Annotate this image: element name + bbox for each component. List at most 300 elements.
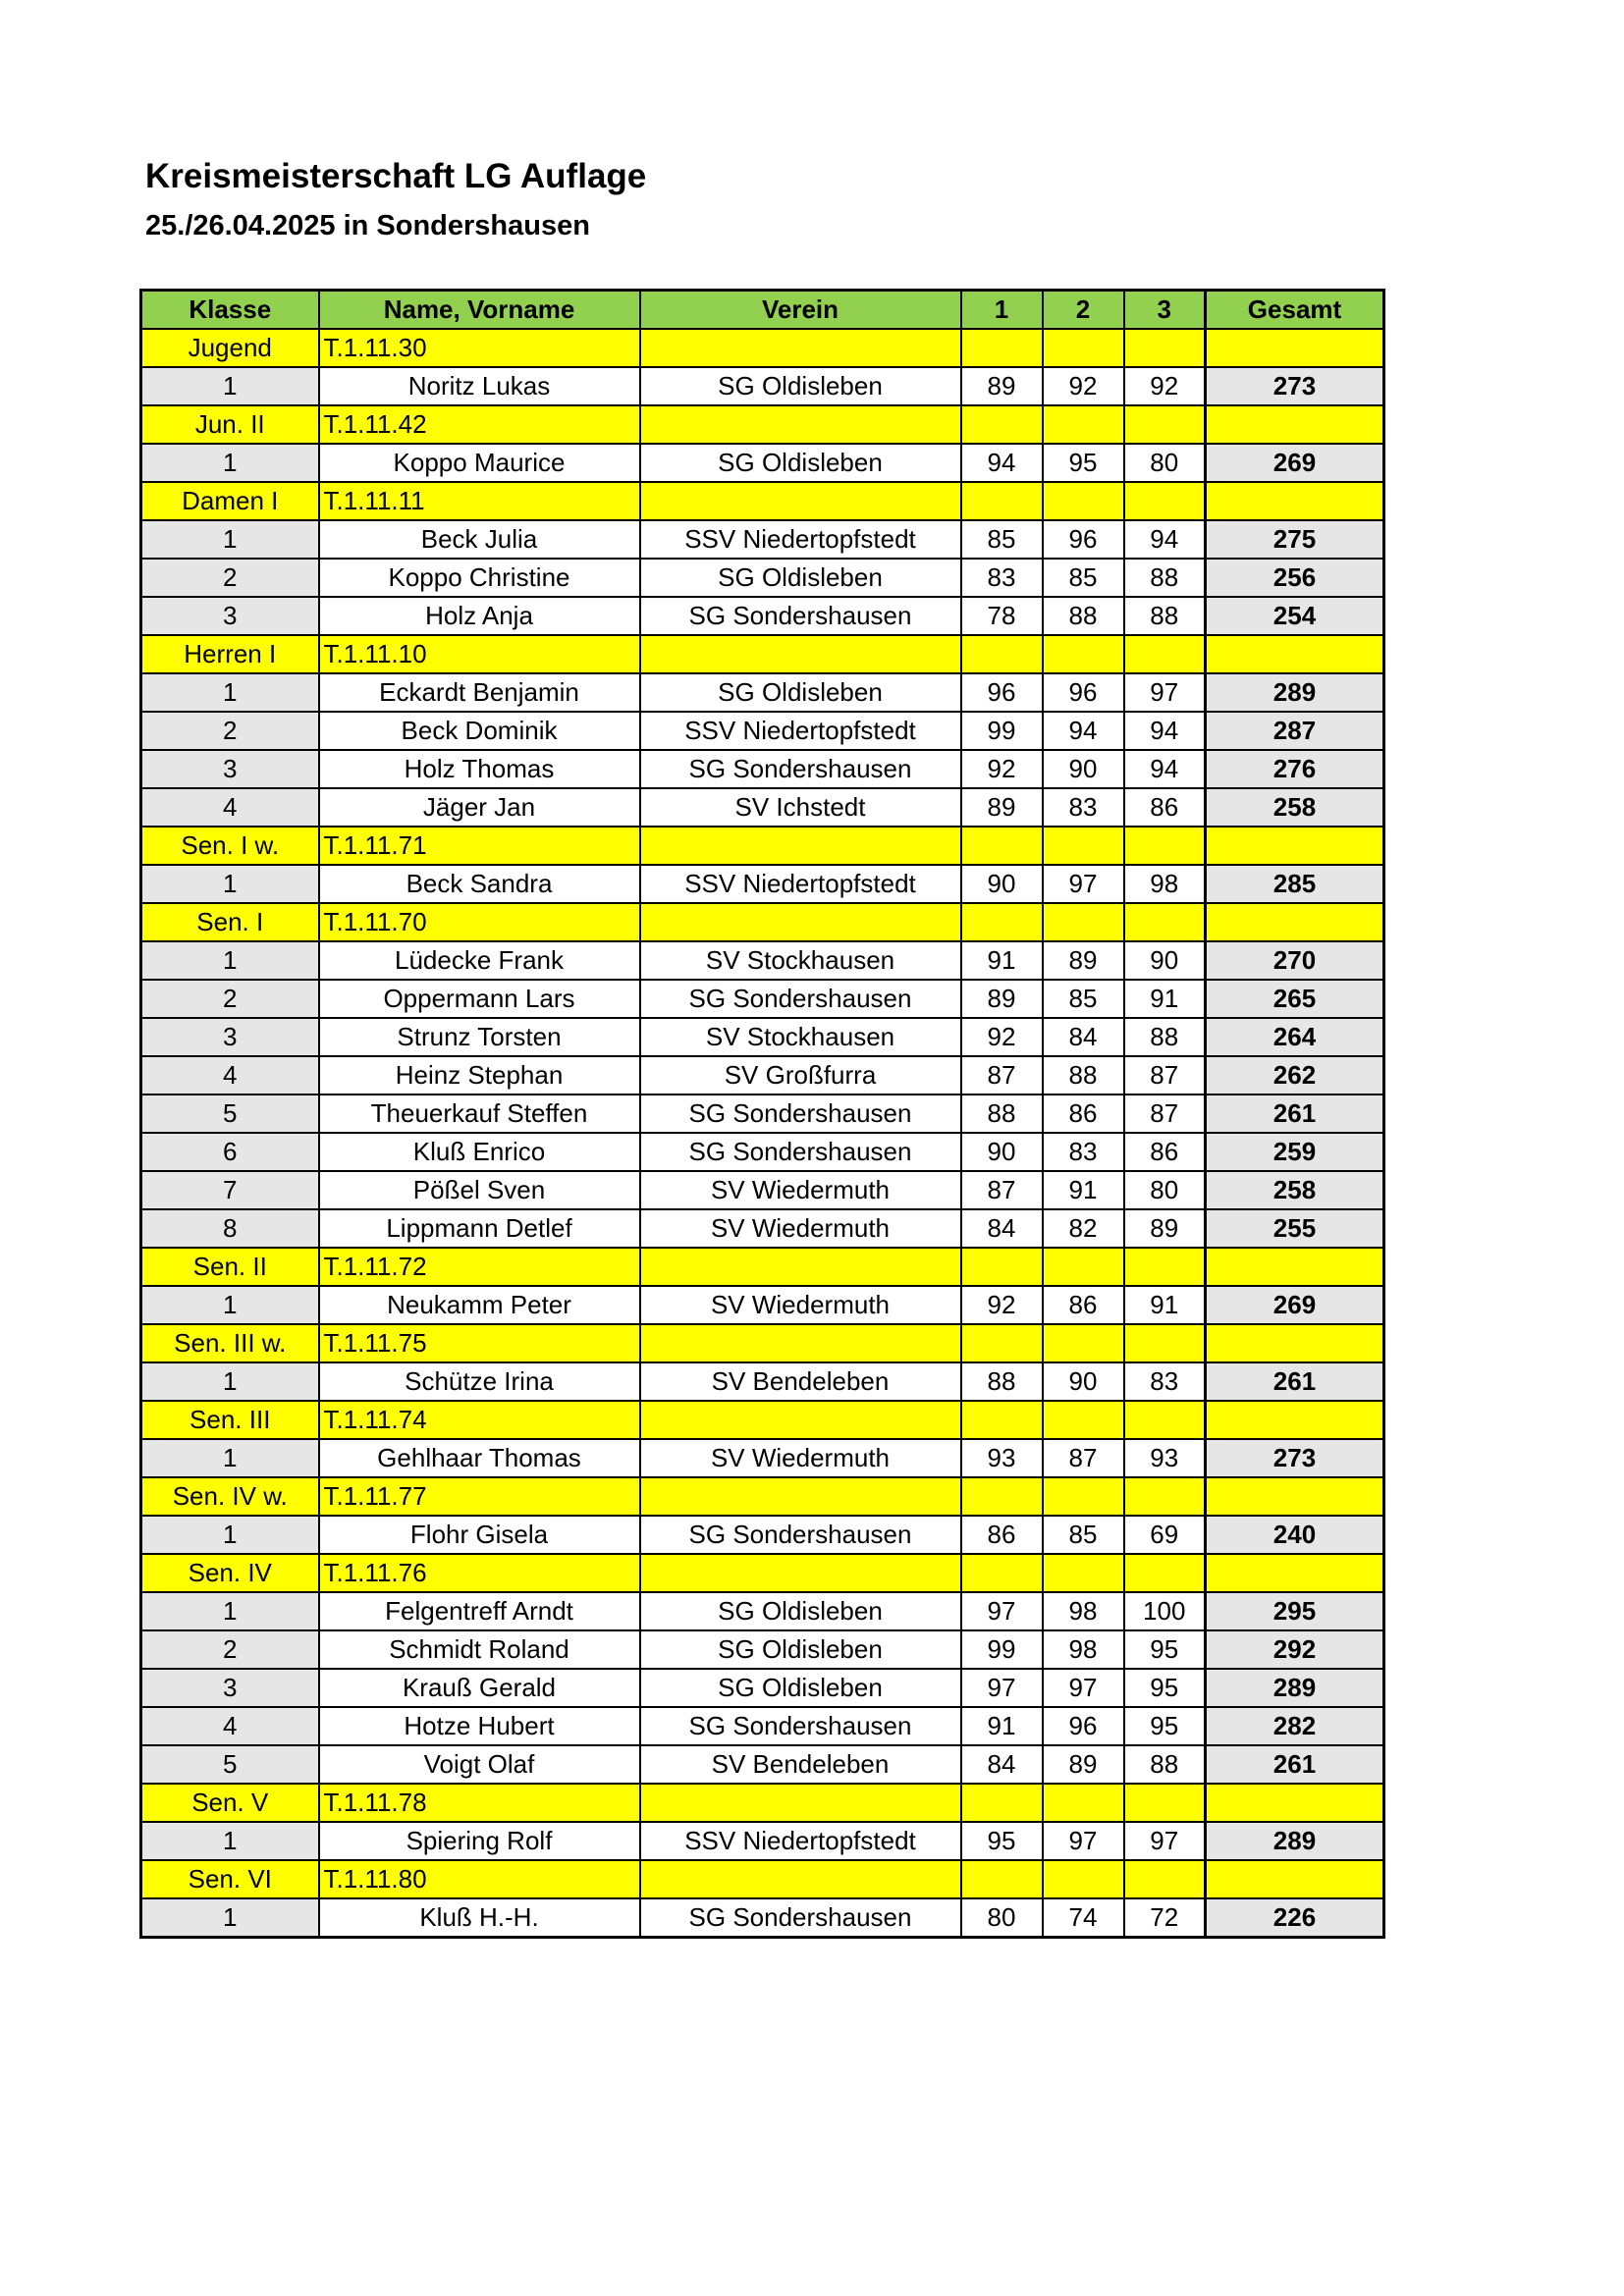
series-1-cell: 88 xyxy=(961,1362,1043,1401)
group-code: T.1.11.10 xyxy=(319,635,640,673)
table-row xyxy=(141,941,1384,980)
total-cell: 289 xyxy=(1206,1822,1384,1860)
name-cell: Kluß Enrico xyxy=(319,1133,640,1171)
col-header-series-2: 2 xyxy=(1043,291,1124,330)
series-2-cell: 91 xyxy=(1043,1171,1124,1209)
verein-cell: SG Sondershausen xyxy=(640,750,961,788)
name-cell: Holz Anja xyxy=(319,597,640,635)
group-code: T.1.11.70 xyxy=(319,903,640,941)
col-header-name: Name, Vorname xyxy=(319,291,640,330)
name-cell: Holz Thomas xyxy=(319,750,640,788)
table-row xyxy=(141,673,1384,712)
verein-cell: SV Ichstedt xyxy=(640,788,961,827)
series-2-cell: 90 xyxy=(1043,750,1124,788)
series-1-cell: 80 xyxy=(961,1898,1043,1938)
group-empty-cell xyxy=(1124,1784,1206,1822)
col-header-verein: Verein xyxy=(640,291,961,330)
group-row xyxy=(141,1477,1384,1516)
place-cell: 8 xyxy=(141,1209,319,1248)
group-empty-cell xyxy=(961,405,1043,444)
group-empty-cell xyxy=(640,1554,961,1592)
series-1-cell: 91 xyxy=(961,941,1043,980)
series-2-cell: 74 xyxy=(1043,1898,1124,1938)
total-cell: 265 xyxy=(1206,980,1384,1018)
group-empty-cell xyxy=(961,482,1043,520)
group-empty-cell xyxy=(1124,1248,1206,1286)
table-row xyxy=(141,1209,1384,1248)
group-row xyxy=(141,482,1384,520)
series-1-cell: 89 xyxy=(961,980,1043,1018)
col-header-series-3: 3 xyxy=(1124,291,1206,330)
name-cell: Lippmann Detlef xyxy=(319,1209,640,1248)
series-1-cell: 99 xyxy=(961,712,1043,750)
group-empty-cell xyxy=(1043,1248,1124,1286)
group-code: T.1.11.76 xyxy=(319,1554,640,1592)
series-1-cell: 92 xyxy=(961,750,1043,788)
series-2-cell: 98 xyxy=(1043,1630,1124,1669)
group-empty-cell xyxy=(640,1477,961,1516)
series-1-cell: 97 xyxy=(961,1669,1043,1707)
group-empty-cell xyxy=(1206,903,1384,941)
series-2-cell: 97 xyxy=(1043,865,1124,903)
group-empty-cell xyxy=(961,1324,1043,1362)
group-empty-cell xyxy=(1124,827,1206,865)
series-3-cell: 94 xyxy=(1124,712,1206,750)
place-cell: 2 xyxy=(141,559,319,597)
series-3-cell: 95 xyxy=(1124,1669,1206,1707)
group-empty-cell xyxy=(1206,1477,1384,1516)
table-header-row xyxy=(141,291,1384,330)
total-cell: 276 xyxy=(1206,750,1384,788)
series-3-cell: 83 xyxy=(1124,1362,1206,1401)
group-empty-cell xyxy=(961,1860,1043,1898)
group-empty-cell xyxy=(1124,405,1206,444)
group-empty-cell xyxy=(640,1784,961,1822)
place-cell: 1 xyxy=(141,444,319,482)
verein-cell: SG Oldisleben xyxy=(640,444,961,482)
group-row xyxy=(141,329,1384,367)
group-empty-cell xyxy=(640,827,961,865)
group-code: T.1.11.75 xyxy=(319,1324,640,1362)
group-empty-cell xyxy=(1124,482,1206,520)
document-subtitle: 25./26.04.2025 in Sondershausen xyxy=(145,210,590,241)
place-cell: 4 xyxy=(141,1056,319,1095)
table-row xyxy=(141,444,1384,482)
group-empty-cell xyxy=(640,1324,961,1362)
group-empty-cell xyxy=(1206,1401,1384,1439)
name-cell: Kluß H.-H. xyxy=(319,1898,640,1938)
group-empty-cell xyxy=(1043,903,1124,941)
group-empty-cell xyxy=(1043,635,1124,673)
table-row xyxy=(141,1362,1384,1401)
group-row xyxy=(141,903,1384,941)
group-row xyxy=(141,1248,1384,1286)
verein-cell: SG Sondershausen xyxy=(640,1133,961,1171)
group-empty-cell xyxy=(1043,1324,1124,1362)
table-row xyxy=(141,750,1384,788)
group-empty-cell xyxy=(961,329,1043,367)
group-code: T.1.11.74 xyxy=(319,1401,640,1439)
group-code: T.1.11.71 xyxy=(319,827,640,865)
table-row xyxy=(141,1018,1384,1056)
group-row xyxy=(141,1401,1384,1439)
table-row xyxy=(141,1516,1384,1554)
group-klasse: Herren I xyxy=(141,635,319,673)
group-row xyxy=(141,1860,1384,1898)
series-1-cell: 90 xyxy=(961,865,1043,903)
place-cell: 7 xyxy=(141,1171,319,1209)
group-empty-cell xyxy=(640,903,961,941)
total-cell: 258 xyxy=(1206,1171,1384,1209)
verein-cell: SG Oldisleben xyxy=(640,673,961,712)
series-3-cell: 86 xyxy=(1124,1133,1206,1171)
total-cell: 289 xyxy=(1206,1669,1384,1707)
group-klasse: Sen. VI xyxy=(141,1860,319,1898)
group-klasse: Jun. II xyxy=(141,405,319,444)
group-empty-cell xyxy=(1124,1401,1206,1439)
series-2-cell: 90 xyxy=(1043,1362,1124,1401)
total-cell: 285 xyxy=(1206,865,1384,903)
place-cell: 1 xyxy=(141,520,319,559)
group-klasse: Sen. IV w. xyxy=(141,1477,319,1516)
series-3-cell: 80 xyxy=(1124,1171,1206,1209)
table-row xyxy=(141,1056,1384,1095)
place-cell: 2 xyxy=(141,980,319,1018)
series-3-cell: 87 xyxy=(1124,1095,1206,1133)
name-cell: Schütze Irina xyxy=(319,1362,640,1401)
series-2-cell: 89 xyxy=(1043,941,1124,980)
series-2-cell: 95 xyxy=(1043,444,1124,482)
series-2-cell: 98 xyxy=(1043,1592,1124,1630)
series-1-cell: 92 xyxy=(961,1018,1043,1056)
group-empty-cell xyxy=(961,827,1043,865)
series-1-cell: 84 xyxy=(961,1745,1043,1784)
group-empty-cell xyxy=(961,1477,1043,1516)
total-cell: 258 xyxy=(1206,788,1384,827)
group-code: T.1.11.78 xyxy=(319,1784,640,1822)
table-row xyxy=(141,597,1384,635)
total-cell: 264 xyxy=(1206,1018,1384,1056)
name-cell: Beck Sandra xyxy=(319,865,640,903)
name-cell: Flohr Gisela xyxy=(319,1516,640,1554)
table-row xyxy=(141,1669,1384,1707)
results-body xyxy=(141,329,1384,1938)
series-2-cell: 84 xyxy=(1043,1018,1124,1056)
place-cell: 1 xyxy=(141,1592,319,1630)
group-klasse: Sen. III xyxy=(141,1401,319,1439)
name-cell: Eckardt Benjamin xyxy=(319,673,640,712)
verein-cell: SV Großfurra xyxy=(640,1056,961,1095)
series-2-cell: 96 xyxy=(1043,520,1124,559)
series-3-cell: 98 xyxy=(1124,865,1206,903)
name-cell: Gehlhaar Thomas xyxy=(319,1439,640,1477)
verein-cell: SSV Niedertopfstedt xyxy=(640,1822,961,1860)
col-header-klasse: Klasse xyxy=(141,291,319,330)
series-3-cell: 92 xyxy=(1124,367,1206,405)
table-row xyxy=(141,865,1384,903)
group-empty-cell xyxy=(961,635,1043,673)
series-3-cell: 87 xyxy=(1124,1056,1206,1095)
table-row xyxy=(141,1707,1384,1745)
series-3-cell: 88 xyxy=(1124,1018,1206,1056)
place-cell: 3 xyxy=(141,1018,319,1056)
series-2-cell: 83 xyxy=(1043,1133,1124,1171)
series-1-cell: 87 xyxy=(961,1171,1043,1209)
total-cell: 273 xyxy=(1206,1439,1384,1477)
group-empty-cell xyxy=(1124,903,1206,941)
series-1-cell: 97 xyxy=(961,1592,1043,1630)
series-1-cell: 99 xyxy=(961,1630,1043,1669)
series-3-cell: 88 xyxy=(1124,1745,1206,1784)
group-empty-cell xyxy=(1043,405,1124,444)
place-cell: 1 xyxy=(141,367,319,405)
place-cell: 1 xyxy=(141,1516,319,1554)
series-2-cell: 94 xyxy=(1043,712,1124,750)
name-cell: Lüdecke Frank xyxy=(319,941,640,980)
group-klasse: Damen I xyxy=(141,482,319,520)
series-2-cell: 88 xyxy=(1043,597,1124,635)
series-1-cell: 78 xyxy=(961,597,1043,635)
name-cell: Schmidt Roland xyxy=(319,1630,640,1669)
total-cell: 226 xyxy=(1206,1898,1384,1938)
place-cell: 3 xyxy=(141,750,319,788)
group-empty-cell xyxy=(1206,827,1384,865)
series-3-cell: 95 xyxy=(1124,1630,1206,1669)
series-2-cell: 88 xyxy=(1043,1056,1124,1095)
series-1-cell: 90 xyxy=(961,1133,1043,1171)
series-3-cell: 100 xyxy=(1124,1592,1206,1630)
group-empty-cell xyxy=(1124,1860,1206,1898)
group-klasse: Sen. III w. xyxy=(141,1324,319,1362)
verein-cell: SV Wiedermuth xyxy=(640,1171,961,1209)
group-empty-cell xyxy=(1206,1554,1384,1592)
verein-cell: SG Sondershausen xyxy=(640,1516,961,1554)
table-row xyxy=(141,1630,1384,1669)
verein-cell: SG Sondershausen xyxy=(640,1095,961,1133)
verein-cell: SG Oldisleben xyxy=(640,559,961,597)
total-cell: 259 xyxy=(1206,1133,1384,1171)
series-1-cell: 83 xyxy=(961,559,1043,597)
total-cell: 270 xyxy=(1206,941,1384,980)
group-row xyxy=(141,1784,1384,1822)
series-2-cell: 96 xyxy=(1043,1707,1124,1745)
place-cell: 3 xyxy=(141,1669,319,1707)
group-empty-cell xyxy=(1043,329,1124,367)
place-cell: 1 xyxy=(141,865,319,903)
series-1-cell: 91 xyxy=(961,1707,1043,1745)
group-empty-cell xyxy=(640,635,961,673)
group-row xyxy=(141,635,1384,673)
group-klasse: Sen. V xyxy=(141,1784,319,1822)
group-empty-cell xyxy=(1206,1860,1384,1898)
name-cell: Noritz Lukas xyxy=(319,367,640,405)
verein-cell: SG Oldisleben xyxy=(640,1669,961,1707)
name-cell: Beck Julia xyxy=(319,520,640,559)
table-row xyxy=(141,367,1384,405)
group-klasse: Sen. IV xyxy=(141,1554,319,1592)
table-row xyxy=(141,980,1384,1018)
series-3-cell: 94 xyxy=(1124,750,1206,788)
table-row xyxy=(141,559,1384,597)
place-cell: 1 xyxy=(141,1822,319,1860)
group-empty-cell xyxy=(1206,1784,1384,1822)
series-2-cell: 89 xyxy=(1043,1745,1124,1784)
document-title: Kreismeisterschaft LG Auflage xyxy=(145,157,647,195)
series-3-cell: 91 xyxy=(1124,980,1206,1018)
total-cell: 269 xyxy=(1206,444,1384,482)
group-empty-cell xyxy=(1124,1554,1206,1592)
group-empty-cell xyxy=(1124,635,1206,673)
series-2-cell: 97 xyxy=(1043,1669,1124,1707)
series-3-cell: 86 xyxy=(1124,788,1206,827)
name-cell: Voigt Olaf xyxy=(319,1745,640,1784)
group-klasse: Sen. II xyxy=(141,1248,319,1286)
series-2-cell: 87 xyxy=(1043,1439,1124,1477)
place-cell: 3 xyxy=(141,597,319,635)
group-code: T.1.11.72 xyxy=(319,1248,640,1286)
name-cell: Felgentreff Arndt xyxy=(319,1592,640,1630)
group-code: T.1.11.30 xyxy=(319,329,640,367)
group-empty-cell xyxy=(640,405,961,444)
series-2-cell: 82 xyxy=(1043,1209,1124,1248)
verein-cell: SG Oldisleben xyxy=(640,1592,961,1630)
group-empty-cell xyxy=(1206,635,1384,673)
group-empty-cell xyxy=(961,1248,1043,1286)
series-2-cell: 86 xyxy=(1043,1095,1124,1133)
total-cell: 269 xyxy=(1206,1286,1384,1324)
group-row xyxy=(141,405,1384,444)
place-cell: 5 xyxy=(141,1095,319,1133)
table-row xyxy=(141,1439,1384,1477)
series-1-cell: 86 xyxy=(961,1516,1043,1554)
place-cell: 6 xyxy=(141,1133,319,1171)
verein-cell: SV Bendeleben xyxy=(640,1745,961,1784)
table-row xyxy=(141,1171,1384,1209)
name-cell: Neukamm Peter xyxy=(319,1286,640,1324)
name-cell: Hotze Hubert xyxy=(319,1707,640,1745)
total-cell: 275 xyxy=(1206,520,1384,559)
series-3-cell: 89 xyxy=(1124,1209,1206,1248)
total-cell: 255 xyxy=(1206,1209,1384,1248)
place-cell: 1 xyxy=(141,1286,319,1324)
place-cell: 1 xyxy=(141,1439,319,1477)
group-empty-cell xyxy=(640,1860,961,1898)
series-3-cell: 80 xyxy=(1124,444,1206,482)
name-cell: Spiering Rolf xyxy=(319,1822,640,1860)
series-3-cell: 94 xyxy=(1124,520,1206,559)
series-1-cell: 85 xyxy=(961,520,1043,559)
group-empty-cell xyxy=(1043,1554,1124,1592)
verein-cell: SV Stockhausen xyxy=(640,941,961,980)
group-empty-cell xyxy=(1043,482,1124,520)
series-1-cell: 94 xyxy=(961,444,1043,482)
verein-cell: SV Wiedermuth xyxy=(640,1286,961,1324)
total-cell: 262 xyxy=(1206,1056,1384,1095)
table-row xyxy=(141,1745,1384,1784)
group-row xyxy=(141,1554,1384,1592)
table-row xyxy=(141,1095,1384,1133)
verein-cell: SG Oldisleben xyxy=(640,1630,961,1669)
total-cell: 287 xyxy=(1206,712,1384,750)
verein-cell: SSV Niedertopfstedt xyxy=(640,712,961,750)
place-cell: 1 xyxy=(141,941,319,980)
table-row xyxy=(141,1286,1384,1324)
name-cell: Strunz Torsten xyxy=(319,1018,640,1056)
group-row xyxy=(141,827,1384,865)
name-cell: Pößel Sven xyxy=(319,1171,640,1209)
place-cell: 4 xyxy=(141,788,319,827)
group-empty-cell xyxy=(1206,482,1384,520)
total-cell: 261 xyxy=(1206,1362,1384,1401)
name-cell: Oppermann Lars xyxy=(319,980,640,1018)
total-cell: 282 xyxy=(1206,1707,1384,1745)
series-2-cell: 86 xyxy=(1043,1286,1124,1324)
series-1-cell: 92 xyxy=(961,1286,1043,1324)
series-1-cell: 95 xyxy=(961,1822,1043,1860)
place-cell: 4 xyxy=(141,1707,319,1745)
table-row xyxy=(141,1133,1384,1171)
total-cell: 295 xyxy=(1206,1592,1384,1630)
series-3-cell: 95 xyxy=(1124,1707,1206,1745)
verein-cell: SSV Niedertopfstedt xyxy=(640,865,961,903)
total-cell: 289 xyxy=(1206,673,1384,712)
group-empty-cell xyxy=(961,903,1043,941)
series-1-cell: 93 xyxy=(961,1439,1043,1477)
series-3-cell: 97 xyxy=(1124,1822,1206,1860)
group-empty-cell xyxy=(1206,329,1384,367)
total-cell: 256 xyxy=(1206,559,1384,597)
group-empty-cell xyxy=(961,1784,1043,1822)
group-code: T.1.11.11 xyxy=(319,482,640,520)
table-row xyxy=(141,1592,1384,1630)
total-cell: 254 xyxy=(1206,597,1384,635)
name-cell: Koppo Christine xyxy=(319,559,640,597)
total-cell: 261 xyxy=(1206,1745,1384,1784)
place-cell: 2 xyxy=(141,1630,319,1669)
group-empty-cell xyxy=(640,1401,961,1439)
series-3-cell: 93 xyxy=(1124,1439,1206,1477)
total-cell: 273 xyxy=(1206,367,1384,405)
results-table xyxy=(139,289,1385,1939)
name-cell: Theuerkauf Steffen xyxy=(319,1095,640,1133)
series-3-cell: 88 xyxy=(1124,597,1206,635)
series-1-cell: 87 xyxy=(961,1056,1043,1095)
series-2-cell: 96 xyxy=(1043,673,1124,712)
group-klasse: Sen. I xyxy=(141,903,319,941)
place-cell: 1 xyxy=(141,1898,319,1938)
verein-cell: SV Stockhausen xyxy=(640,1018,961,1056)
verein-cell: SV Bendeleben xyxy=(640,1362,961,1401)
place-cell: 2 xyxy=(141,712,319,750)
group-empty-cell xyxy=(961,1554,1043,1592)
name-cell: Jäger Jan xyxy=(319,788,640,827)
table-row xyxy=(141,1898,1384,1938)
group-empty-cell xyxy=(1043,827,1124,865)
table-row xyxy=(141,788,1384,827)
group-empty-cell xyxy=(1043,1401,1124,1439)
col-header-series-1: 1 xyxy=(961,291,1043,330)
series-2-cell: 85 xyxy=(1043,559,1124,597)
verein-cell: SG Sondershausen xyxy=(640,980,961,1018)
series-3-cell: 91 xyxy=(1124,1286,1206,1324)
series-2-cell: 97 xyxy=(1043,1822,1124,1860)
group-empty-cell xyxy=(961,1401,1043,1439)
series-3-cell: 72 xyxy=(1124,1898,1206,1938)
group-code: T.1.11.77 xyxy=(319,1477,640,1516)
series-3-cell: 97 xyxy=(1124,673,1206,712)
verein-cell: SG Sondershausen xyxy=(640,1707,961,1745)
series-1-cell: 96 xyxy=(961,673,1043,712)
